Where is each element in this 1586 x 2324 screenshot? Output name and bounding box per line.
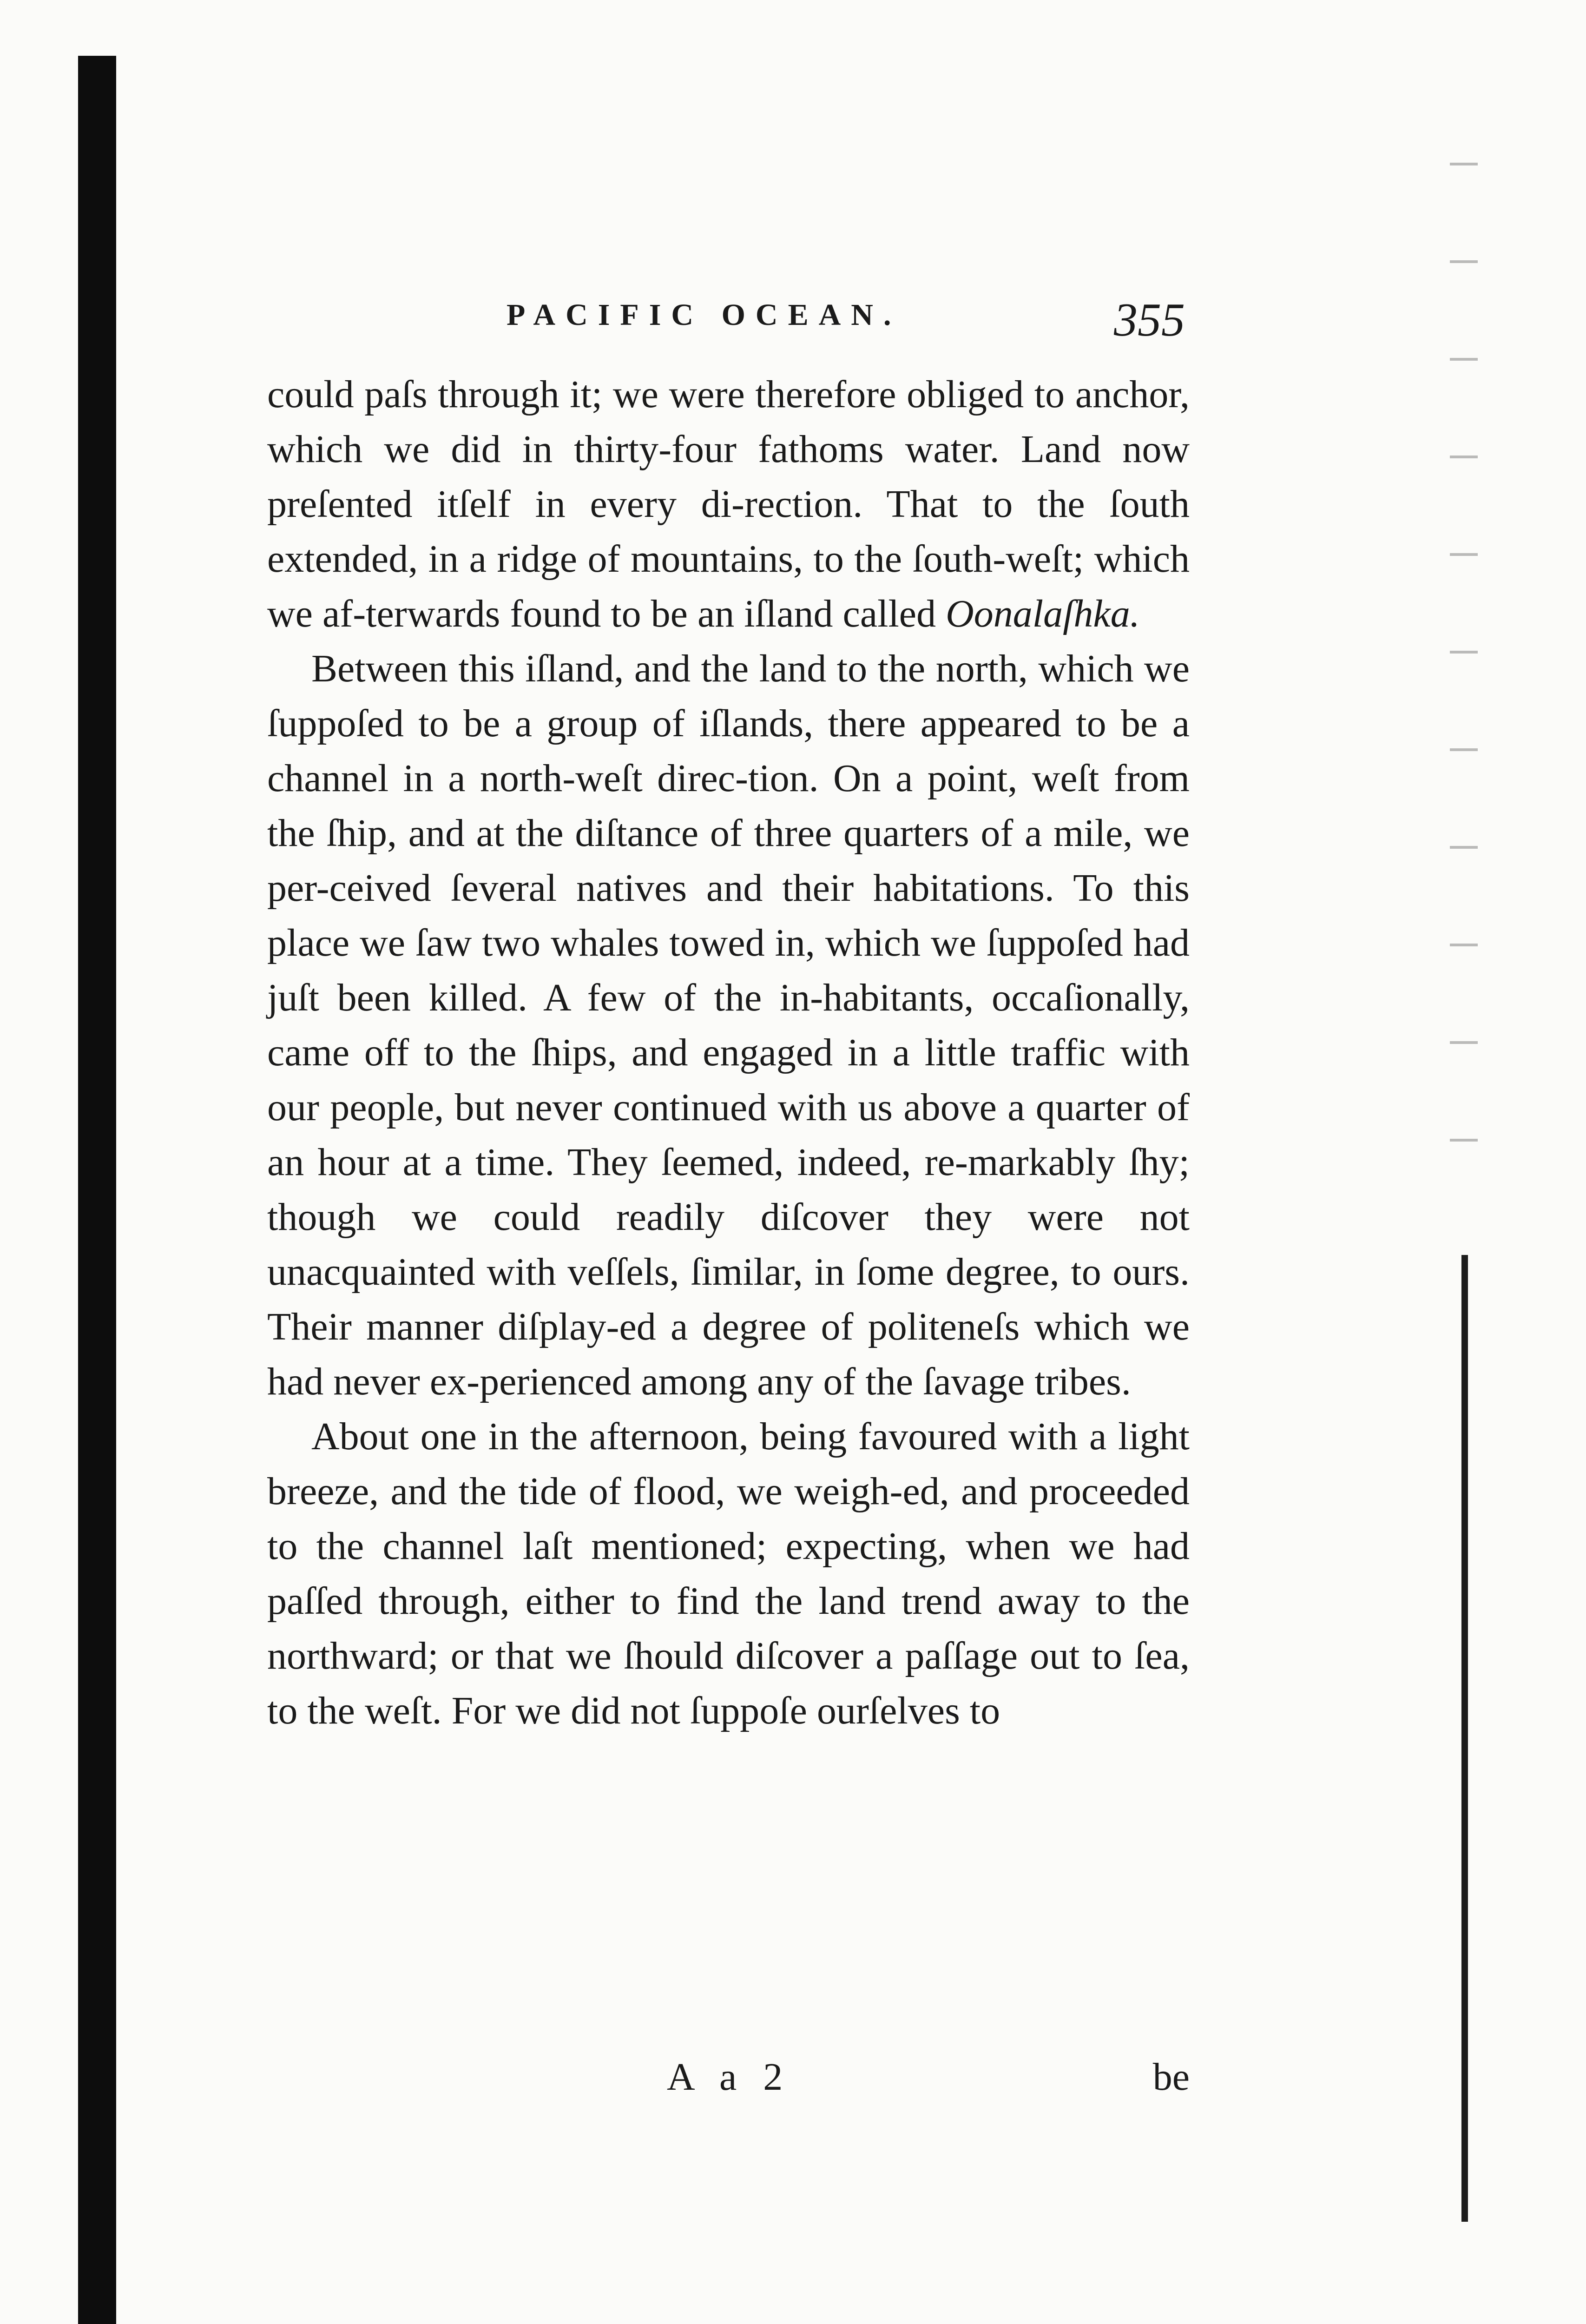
running-head: [507, 293, 1185, 344]
page-edge-shadow: [1461, 1255, 1468, 2222]
running-head-title: PACIFIC OCEAN.: [507, 298, 902, 332]
paragraph-1: [267, 367, 1190, 641]
signature-mark: A a 2: [667, 2055, 791, 2099]
page-edge-marks: [1450, 121, 1478, 1190]
page-number: 355: [1114, 294, 1185, 346]
place-name-oonalashka: Oonalaſhka.: [946, 592, 1140, 635]
paragraph-3: About one in the afternoon, being favoured with a light breeze, and the tide of flood, we weigh-ed, and proceeded to the channel laſt mentioned; expecting, when we had paſſed through, either to find the land trend away to the northward; or that we ſhould diſcover a paſſage out to ſea, to the weſt. For we did not ſuppoſe ourſelves to: [267, 1415, 1190, 1732]
catchword: be: [1152, 2055, 1190, 2099]
binding-shadow: [78, 56, 116, 2324]
page-footer: [267, 2054, 1190, 2110]
paragraph-1-text: could paſs through it; we were therefore obliged to anchor, which we did in thirty-four fathoms water. Land now preſented itſelf in every di-rection. That to the ſouth extended, in a ridge of mountains, to the ſouth-weſt; which we af-terwards found to be an iſland called: [267, 373, 1190, 635]
paragraph-2: Between this iſland, and the land to the north, which we ſuppoſed to be a group of iſlands, there appeared to be a channel in a north-weſt direc-tion. On a point, weſt from the ſhip, and at the diſtance of three quarters of a mile, we per-ceived ſeveral natives and their habitations. To this place we ſaw two whales towed in, which we ſuppoſed had juſt been killed. A few of the in-habitants, occaſionally, came off to the ſhips, and engaged in a little traffic with our people, but never continued with us above a quarter of an hour at a time. They ſeemed, indeed, re-markably ſhy; though we could readily diſcover they were not unacquainted with veſſels, ſimilar, in ſome degree, to ours. Their manner diſplay-ed a degree of politeneſs which we had never ex-perienced among any of the ſavage tribes.: [267, 647, 1190, 1403]
body-text: [267, 367, 1190, 1738]
